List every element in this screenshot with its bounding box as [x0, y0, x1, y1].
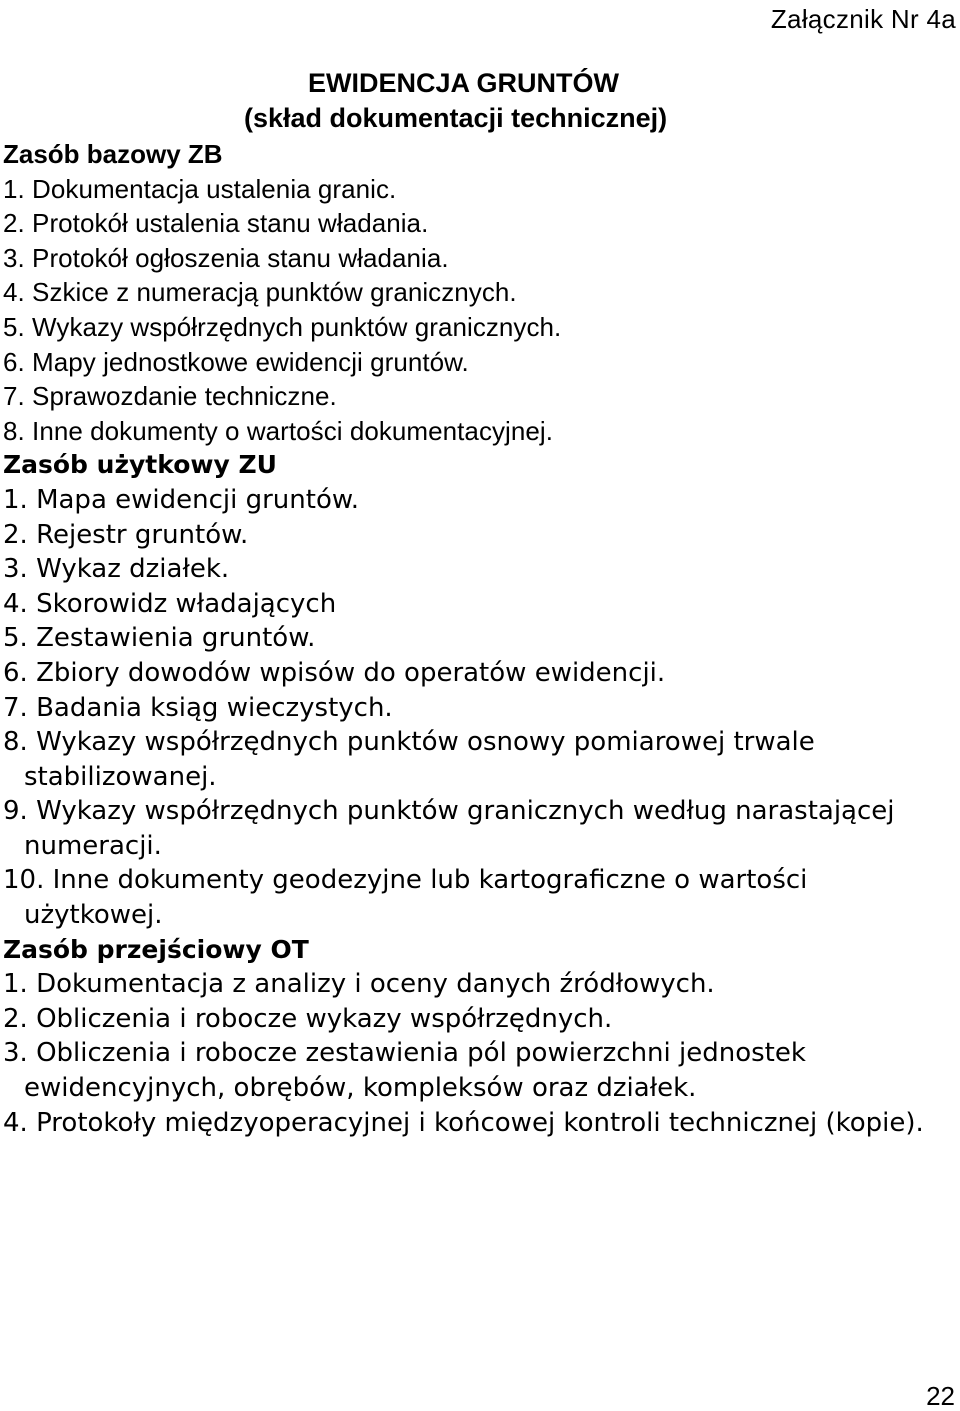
list-item: 10. Inne dokumenty geodezyjne lub kartograficzne o wartości użytkowej.: [3, 865, 808, 931]
section-zasob-uzytkowy: [3, 448, 953, 932]
list-item: 5. Wykazy współrzędnych punktów granicznych.: [3, 311, 562, 342]
list-item: 4. Szkice z numeracją punktów granicznych.: [3, 277, 517, 308]
list-item: 1. Mapa ewidencji gruntów.: [3, 484, 360, 515]
section-zasob-bazowy: [3, 137, 953, 448]
list-item: 2. Obliczenia i robocze wykazy współrzędnych.: [3, 1003, 613, 1034]
list-item: 3. Obliczenia i robocze zestawienia pól powierzchni jednostek ewidencyjnych, obrębów, kompleksów oraz działek.: [3, 1038, 806, 1104]
section-heading: Zasób użytkowy ZU: [3, 450, 277, 480]
document-title: EWIDENCJA GRUNTÓW: [308, 68, 619, 98]
list-item: 4. Protokoły międzyoperacyjnej i końcowej kontroli technicznej (kopie).: [3, 1107, 924, 1138]
annex-label: Załącznik Nr 4a: [770, 4, 956, 34]
list-item: 9. Wykazy współrzędnych punktów granicznych według narastającej numeracji.: [3, 796, 895, 861]
list-item: 1. Dokumentacja z analizy i oceny danych źródłowych.: [3, 969, 715, 1000]
list-item: 4. Skorowidz władających: [3, 588, 337, 619]
list-item: 7. Sprawozdanie techniczne.: [3, 381, 337, 412]
list-item: 2. Rejestr gruntów.: [3, 519, 249, 550]
list-item: 3. Protokół ogłoszenia stanu władania.: [3, 242, 449, 273]
list-item: 1. Dokumentacja ustalenia granic.: [3, 173, 397, 204]
list-item: 6. Zbiory dowodów wpisów do operatów ewidencji.: [3, 657, 666, 688]
list-item: 8. Wykazy współrzędnych punktów osnowy pomiarowej trwale stabilizowanej.: [3, 727, 815, 792]
section-zasob-przejsciowy: [3, 933, 953, 1141]
document-subtitle: (skład dokumentacji technicznej): [244, 103, 668, 133]
list-item: 5. Zestawienia gruntów.: [3, 623, 316, 654]
list-item: 6. Mapy jednostkowe ewidencji gruntów.: [3, 346, 469, 377]
item-list: [3, 172, 953, 449]
document-body: [3, 137, 953, 1140]
section-heading: Zasób przejściowy OT: [3, 934, 309, 964]
item-list: [3, 967, 953, 1140]
list-item: 8. Inne dokumenty o wartości dokumentacyjnej.: [3, 415, 553, 446]
item-list: [3, 483, 953, 933]
section-heading: Zasób bazowy ZB: [3, 139, 223, 169]
list-item: 2. Protokół ustalenia stanu władania.: [3, 208, 429, 239]
list-item: 7. Badania ksiąg wieczystych.: [3, 692, 393, 723]
list-item: 3. Wykaz działek.: [3, 554, 230, 585]
page-number: 22: [926, 1381, 955, 1411]
